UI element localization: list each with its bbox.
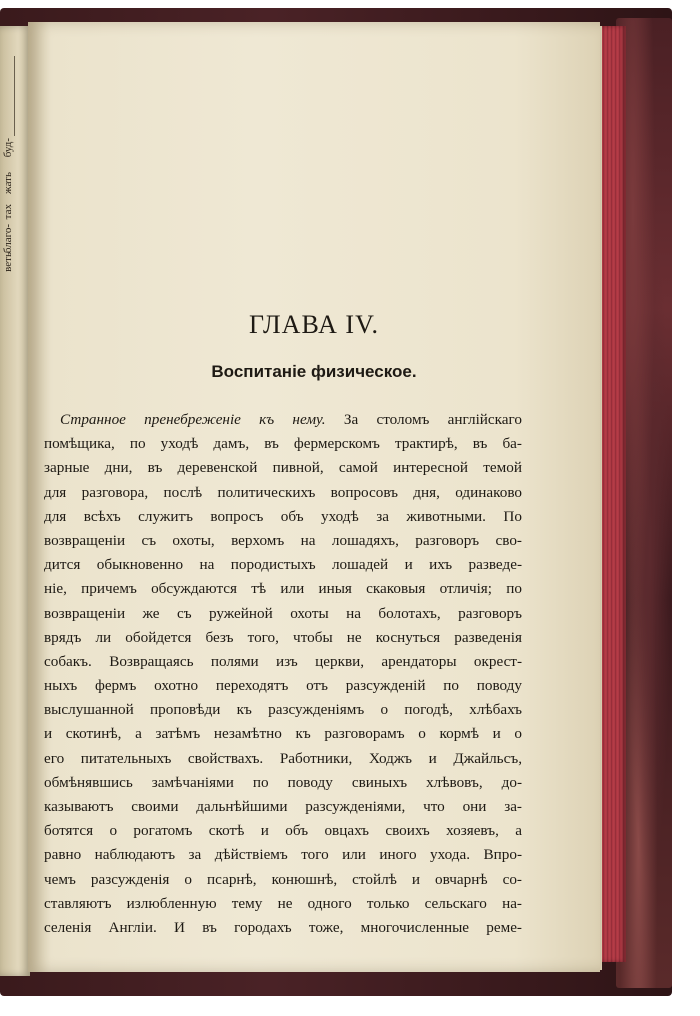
text-line: дится обыкновенно на породистыхъ лошадей и ихъ разведе-	[44, 556, 522, 574]
text-line: его питательныхъ свойствахъ. Работники, Ходжъ и Джайльсъ,	[44, 749, 522, 767]
text-line: возвращеніи съ охоты, верхомъ на лошадяхъ, разговоръ сво-	[44, 531, 522, 549]
previous-page	[0, 26, 30, 976]
text-line: казываютъ своими дальнѣйшими разсужденіями, что они за-	[44, 798, 522, 815]
text-line: выслушанной проповѣди къ разсужденіямъ о погодѣ, хлѣбахъ	[44, 701, 522, 719]
previous-page-fragment: благо-	[2, 224, 14, 254]
text-line: ставляютъ излюбленную тему не одного только сельскаго на-	[44, 894, 522, 912]
text-line: ныхъ фермъ охотно переходятъ отъ разсужденій по поводу	[44, 677, 522, 695]
previous-page-rule	[14, 56, 15, 136]
previous-page-fragment: тах	[2, 204, 14, 220]
text-line: помѣщика, по уходѣ дамъ, въ фермерскомъ трактирѣ, въ ба-	[44, 435, 522, 453]
text-line: собакъ. Возвращаясь полями изъ церкви, арендаторы окрест-	[44, 652, 522, 670]
text-line: для всѣхъ служитъ вопросъ объ уходѣ за животными. По	[44, 507, 522, 525]
text-line: ніе, причемъ обсуждаются тѣ или иныя скаковыя отличія; по	[44, 580, 522, 598]
text-line: селенія Англіи. И въ городахъ тоже, многочисленные реме-	[44, 918, 522, 936]
book-page	[28, 22, 600, 972]
text-line: врядъ ли обойдется безъ того, чтобы не коснуться разведенія	[44, 628, 522, 646]
text-line: ботятся о рогатомъ скотѣ и объ овцахъ своихъ хозяевъ, а	[44, 822, 522, 840]
text-fragment: За столомъ англійскаго	[343, 411, 522, 428]
text-line: равно наблюдаютъ за дѣйствіемъ того или иного ухода. Впро-	[44, 846, 522, 864]
text-line: обмѣнявшись замѣчаніями по поводу свиныхъ хлѣвовъ, до-	[44, 773, 522, 791]
text-line: возвращеніи же съ ружейной охоты на болотахъ, разговоръ	[44, 604, 522, 622]
text-line: зарные дни, въ деревенской пивной, самой интересной темой	[44, 459, 522, 477]
chapter-title: ГЛАВА IV.	[248, 310, 380, 339]
chapter-subtitle: Воспитаніе физическое.	[211, 362, 417, 381]
paragraph-first-line	[44, 408, 522, 432]
paragraph	[44, 408, 522, 940]
previous-page-fragment: жать	[2, 172, 14, 195]
previous-page-fragment: веть	[2, 252, 14, 272]
text-line: для разговора, послѣ политическихъ вопросовъ дня, одинаково	[44, 483, 522, 501]
previous-page-fragment: буд-	[2, 138, 14, 158]
text-line: чемъ разсужденія о псарнѣ, конюшнѣ, стойлѣ и овчарнѣ со-	[44, 870, 522, 888]
marginal-heading: Странное пренебреженіе къ нему.	[60, 411, 326, 428]
text-line: и скотинѣ, а затѣмъ незамѣтно къ разговорамъ о кормѣ и о	[44, 725, 522, 743]
